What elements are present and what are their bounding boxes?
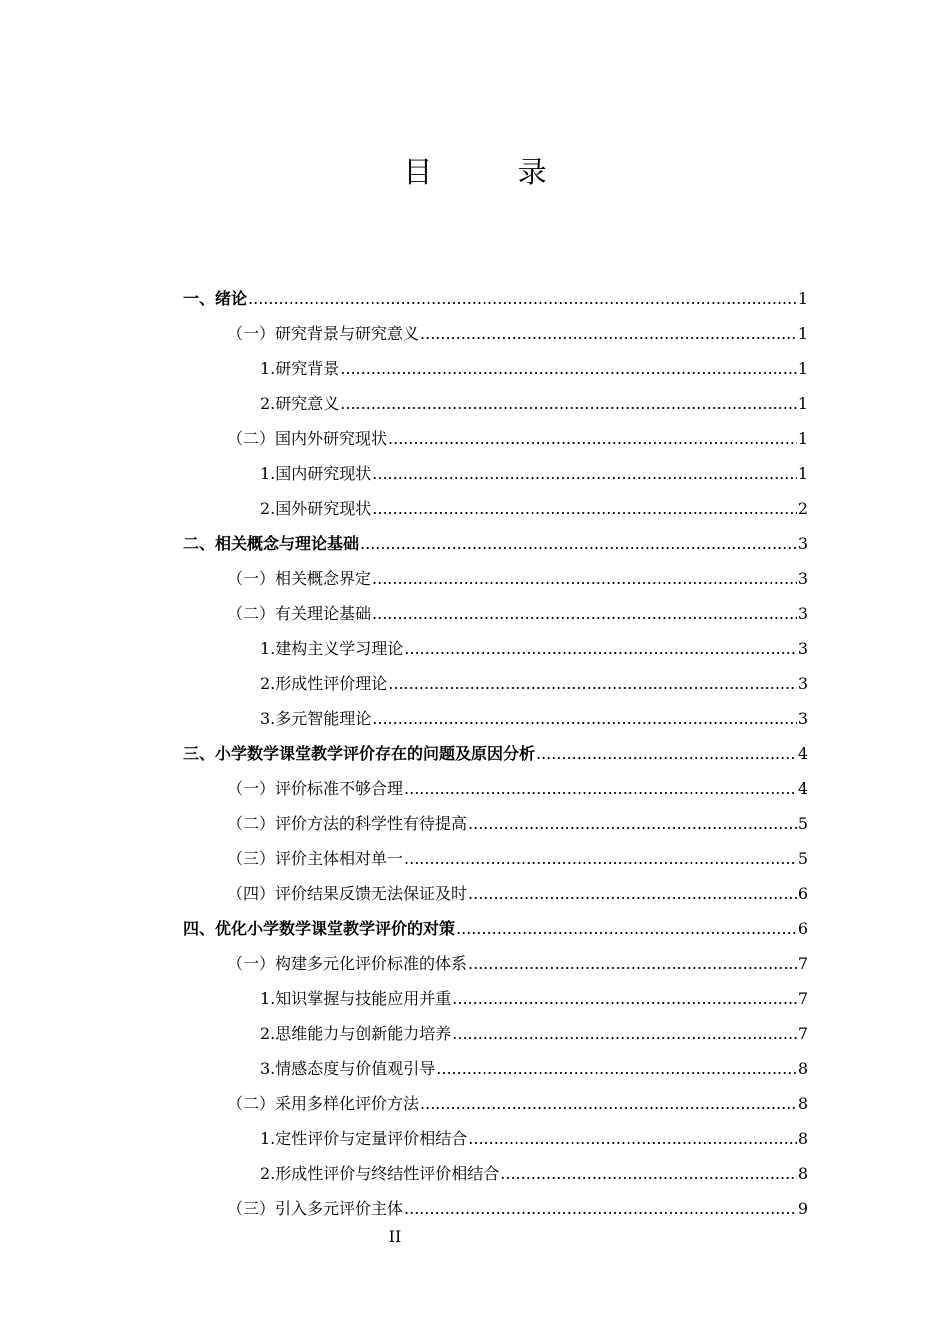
toc-entry-title: 2.形成性评价理论: [260, 674, 388, 693]
toc-page-number: 3: [797, 569, 808, 588]
toc-entry-title: 3.情感态度与价值观引导: [260, 1059, 436, 1078]
toc-dot-leader: [340, 386, 797, 421]
toc-entry-title: （二）评价方法的科学性有待提高: [227, 814, 468, 833]
toc-entry-title: （四）评价结果反馈无法保证及时: [227, 884, 468, 903]
toc-page-number: 3: [797, 674, 808, 693]
toc-dot-leader: [372, 456, 797, 491]
toc-entry-level-3[interactable]: [183, 456, 808, 491]
toc-dot-leader: [360, 526, 797, 561]
toc-entry-level-3[interactable]: [183, 1156, 808, 1191]
toc-page-number: 1: [797, 394, 808, 413]
toc-entry-title: 1.知识掌握与技能应用并重: [260, 989, 452, 1008]
toc-dot-leader: [372, 561, 797, 596]
toc-entry-title: （二）国内外研究现状: [227, 429, 388, 448]
toc-entry-title: （二）采用多样化评价方法: [227, 1094, 420, 1113]
toc-page-number: 3: [797, 604, 808, 623]
toc-entry-level-3[interactable]: [183, 351, 808, 386]
toc-entry-title: 2.研究意义: [260, 394, 340, 413]
toc-entry-title: 四、优化小学数学课堂教学评价的对策: [183, 919, 456, 938]
toc-page-number: 4: [797, 744, 808, 763]
toc-page-number: 5: [797, 814, 808, 833]
toc-dot-leader: [388, 421, 797, 456]
toc-dot-leader: [500, 1156, 797, 1191]
toc-page-number: 3: [797, 639, 808, 658]
toc-page-number: 7: [797, 954, 808, 973]
toc-entry-title: （一）相关概念界定: [227, 569, 372, 588]
toc-entry-level-3[interactable]: [183, 491, 808, 526]
toc-entry-title: （三）评价主体相对单一: [227, 849, 404, 868]
toc-dot-leader: [372, 491, 797, 526]
toc-entry-level-1[interactable]: [183, 911, 808, 946]
toc-entry-title: 3.多元智能理论: [260, 709, 372, 728]
toc-entry-level-3[interactable]: [183, 1051, 808, 1086]
toc-entry-level-1[interactable]: [183, 526, 808, 561]
toc-dot-leader: [468, 876, 797, 911]
toc-entry-title: 1.国内研究现状: [260, 464, 372, 483]
toc-dot-leader: [372, 701, 797, 736]
toc-dot-leader: [404, 1191, 797, 1226]
toc-dot-leader: [452, 1016, 797, 1051]
toc-page-number: 7: [797, 989, 808, 1008]
toc-page-number: 8: [797, 1164, 808, 1183]
toc-page-number: 1: [797, 359, 808, 378]
toc-entry-level-3[interactable]: [183, 386, 808, 421]
toc-entry-title: 2.形成性评价与终结性评价相结合: [260, 1164, 500, 1183]
toc-dot-leader: [248, 281, 797, 316]
toc-entry-level-2[interactable]: [183, 876, 808, 911]
page-number-footer: II: [388, 1227, 402, 1246]
toc-dot-leader: [404, 841, 797, 876]
toc-entry-title: 2.思维能力与创新能力培养: [260, 1024, 452, 1043]
toc-entry-title: （一）评价标准不够合理: [227, 779, 404, 798]
page-title: 目 录: [403, 155, 585, 189]
toc-entry-title: （一）构建多元化评价标准的体系: [227, 954, 468, 973]
toc-entry-level-3[interactable]: [183, 666, 808, 701]
toc-dot-leader: [372, 596, 797, 631]
toc-entry-title: 1.建构主义学习理论: [260, 639, 404, 658]
toc-entry-title: （一）研究背景与研究意义: [227, 324, 420, 343]
toc-dot-leader: [388, 666, 797, 701]
toc-dot-leader: [468, 1121, 797, 1156]
toc-page-number: 5: [797, 849, 808, 868]
toc-entry-level-3[interactable]: [183, 981, 808, 1016]
toc-page-number: 9: [797, 1199, 808, 1218]
toc-entry-title: （三）引入多元评价主体: [227, 1199, 404, 1218]
toc-entry-level-1[interactable]: [183, 281, 808, 316]
toc-page-number: 6: [797, 884, 808, 903]
toc-entry-level-2[interactable]: [183, 1086, 808, 1121]
toc-dot-leader: [420, 316, 797, 351]
toc-dot-leader: [536, 736, 797, 771]
toc-entry-title: 二、相关概念与理论基础: [183, 534, 360, 553]
toc-entry-level-2[interactable]: [183, 316, 808, 351]
toc-page-number: 3: [797, 534, 808, 553]
toc-page-number: 1: [797, 429, 808, 448]
toc-dot-leader: [452, 981, 797, 1016]
toc-page-number: 1: [797, 464, 808, 483]
toc-page-number: 1: [797, 324, 808, 343]
toc-entry-level-2[interactable]: [183, 596, 808, 631]
toc-dot-leader: [404, 631, 797, 666]
toc-entry-level-3[interactable]: [183, 631, 808, 666]
toc-page-number: 8: [797, 1094, 808, 1113]
toc-entry-level-1[interactable]: [183, 736, 808, 771]
toc-dot-leader: [468, 946, 797, 981]
toc-page-number: 8: [797, 1059, 808, 1078]
table-of-contents: [183, 281, 808, 1226]
toc-entry-level-2[interactable]: [183, 771, 808, 806]
toc-entry-level-3[interactable]: [183, 1016, 808, 1051]
toc-page-number: 3: [797, 709, 808, 728]
toc-entry-level-2[interactable]: [183, 1191, 808, 1226]
toc-entry-level-2[interactable]: [183, 841, 808, 876]
toc-dot-leader: [436, 1051, 797, 1086]
toc-entry-level-3[interactable]: [183, 701, 808, 736]
toc-dot-leader: [456, 911, 797, 946]
toc-page-number: 2: [797, 499, 808, 518]
toc-entry-title: 1.定性评价与定量评价相结合: [260, 1129, 468, 1148]
toc-entry-title: 一、绪论: [183, 289, 248, 308]
toc-entry-title: 1.研究背景: [260, 359, 340, 378]
toc-page-number: 1: [797, 289, 808, 308]
toc-dot-leader: [404, 771, 797, 806]
toc-entry-level-2[interactable]: [183, 561, 808, 596]
toc-dot-leader: [340, 351, 797, 386]
toc-entry-level-2[interactable]: [183, 421, 808, 456]
toc-dot-leader: [420, 1086, 797, 1121]
toc-entry-level-2[interactable]: [183, 806, 808, 841]
toc-dot-leader: [468, 806, 797, 841]
toc-page-number: 8: [797, 1129, 808, 1148]
toc-entry-title: 三、小学数学课堂教学评价存在的问题及原因分析: [183, 744, 536, 763]
toc-entry-level-2[interactable]: [183, 946, 808, 981]
toc-page-number: 6: [797, 919, 808, 938]
toc-page-number: 7: [797, 1024, 808, 1043]
toc-page-number: 4: [797, 779, 808, 798]
toc-entry-level-3[interactable]: [183, 1121, 808, 1156]
toc-entry-title: 2.国外研究现状: [260, 499, 372, 518]
toc-entry-title: （二）有关理论基础: [227, 604, 372, 623]
